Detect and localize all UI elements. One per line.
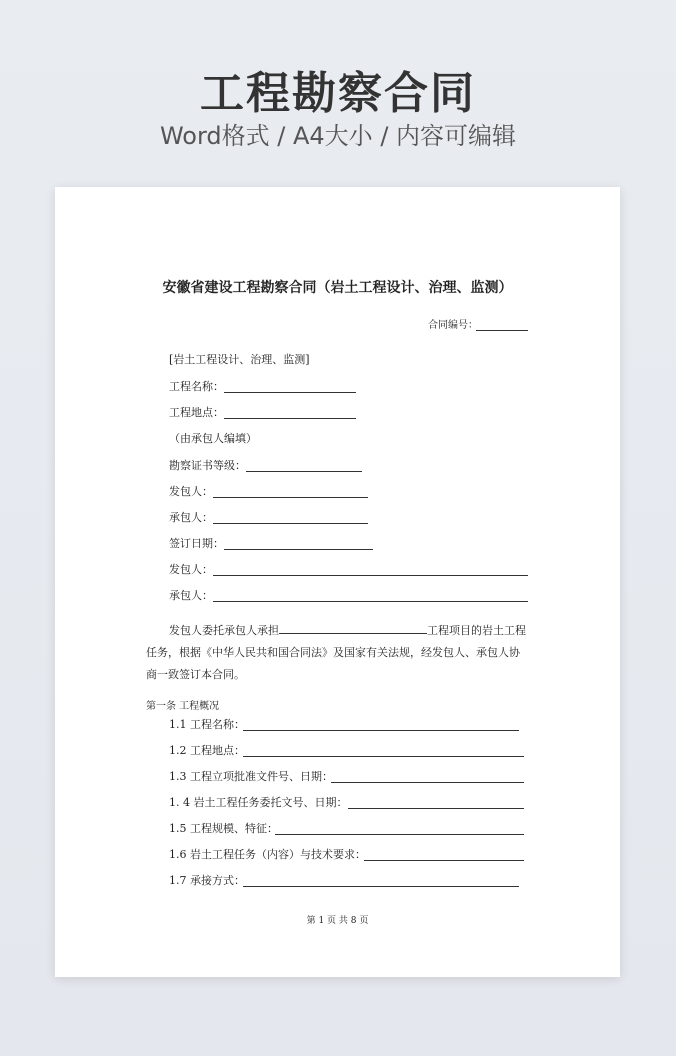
article-1-heading: 第一条 工程概况 <box>146 701 220 712</box>
article-item-1-5: 1.5 工程规模、特征： <box>169 822 278 835</box>
hero-title: 工程勘察合同 <box>200 68 476 119</box>
sign-date-label: 签订日期： <box>169 537 224 550</box>
intro-part-1: 发包人委托承包人承担 <box>169 624 279 637</box>
contract-no-label: 合同编号： <box>428 320 478 331</box>
intro-part-2: 工程项目的岩土工程任务，根据《中华人民共和国合同法》及国家有关法规，经发包人、承包人协商一致签订本合同。 <box>146 624 526 681</box>
project-name-label: 工程名称： <box>169 380 224 393</box>
article-item-1-6-line <box>364 860 524 861</box>
article-item-1-5-line <box>275 834 524 835</box>
project-location-line <box>224 418 356 419</box>
article-item-1-2-line <box>243 756 524 757</box>
project-name-line <box>224 392 356 393</box>
hero-subtitle: Word格式 / A4大小 / 内容可编辑 <box>159 122 517 150</box>
article-item-1-6: 1.6 岩土工程任务（内容）与技术要求： <box>169 848 366 861</box>
project-location-label: 工程地点： <box>169 406 224 419</box>
cert-level-label: 勘察证书等级： <box>169 459 246 472</box>
article-item-1-4: 1. 4 岩土工程任务委托文号、日期： <box>169 796 348 809</box>
article-item-1-1: 1.1 工程名称： <box>169 718 245 731</box>
article-item-1-4-line <box>348 808 524 809</box>
client-line-b <box>213 575 528 576</box>
cert-level-line <box>246 471 362 472</box>
article-item-1-3: 1.3 工程立项批准文件号、日期： <box>169 770 333 783</box>
article-item-1-7-line <box>243 886 519 887</box>
article-item-1-7: 1.7 承接方式： <box>169 874 245 887</box>
client-line-a <box>213 497 368 498</box>
contractor-line-a <box>213 523 368 524</box>
client-label-a: 发包人： <box>169 485 213 498</box>
client-label-b: 发包人： <box>169 563 213 576</box>
intro-blank-line <box>279 622 427 634</box>
page-footer: 第 1 页 共 8 页 <box>306 916 369 926</box>
article-item-1-3-line <box>331 782 524 783</box>
contract-no-line <box>476 330 528 331</box>
document-title: 安徽省建设工程勘察合同（岩土工程设计、治理、监测） <box>162 280 513 296</box>
contractor-note: （由承包人编填） <box>169 432 257 445</box>
intro-paragraph <box>146 620 530 686</box>
contractor-label-a: 承包人： <box>169 511 213 524</box>
article-item-1-2: 1.2 工程地点： <box>169 744 245 757</box>
sign-date-line <box>224 549 373 550</box>
contract-type-label: [岩土工程设计、治理、监测] <box>169 353 310 366</box>
contractor-line-b <box>213 601 528 602</box>
article-item-1-1-line <box>243 730 519 731</box>
contractor-label-b: 承包人： <box>169 589 213 602</box>
document-page <box>55 187 620 977</box>
